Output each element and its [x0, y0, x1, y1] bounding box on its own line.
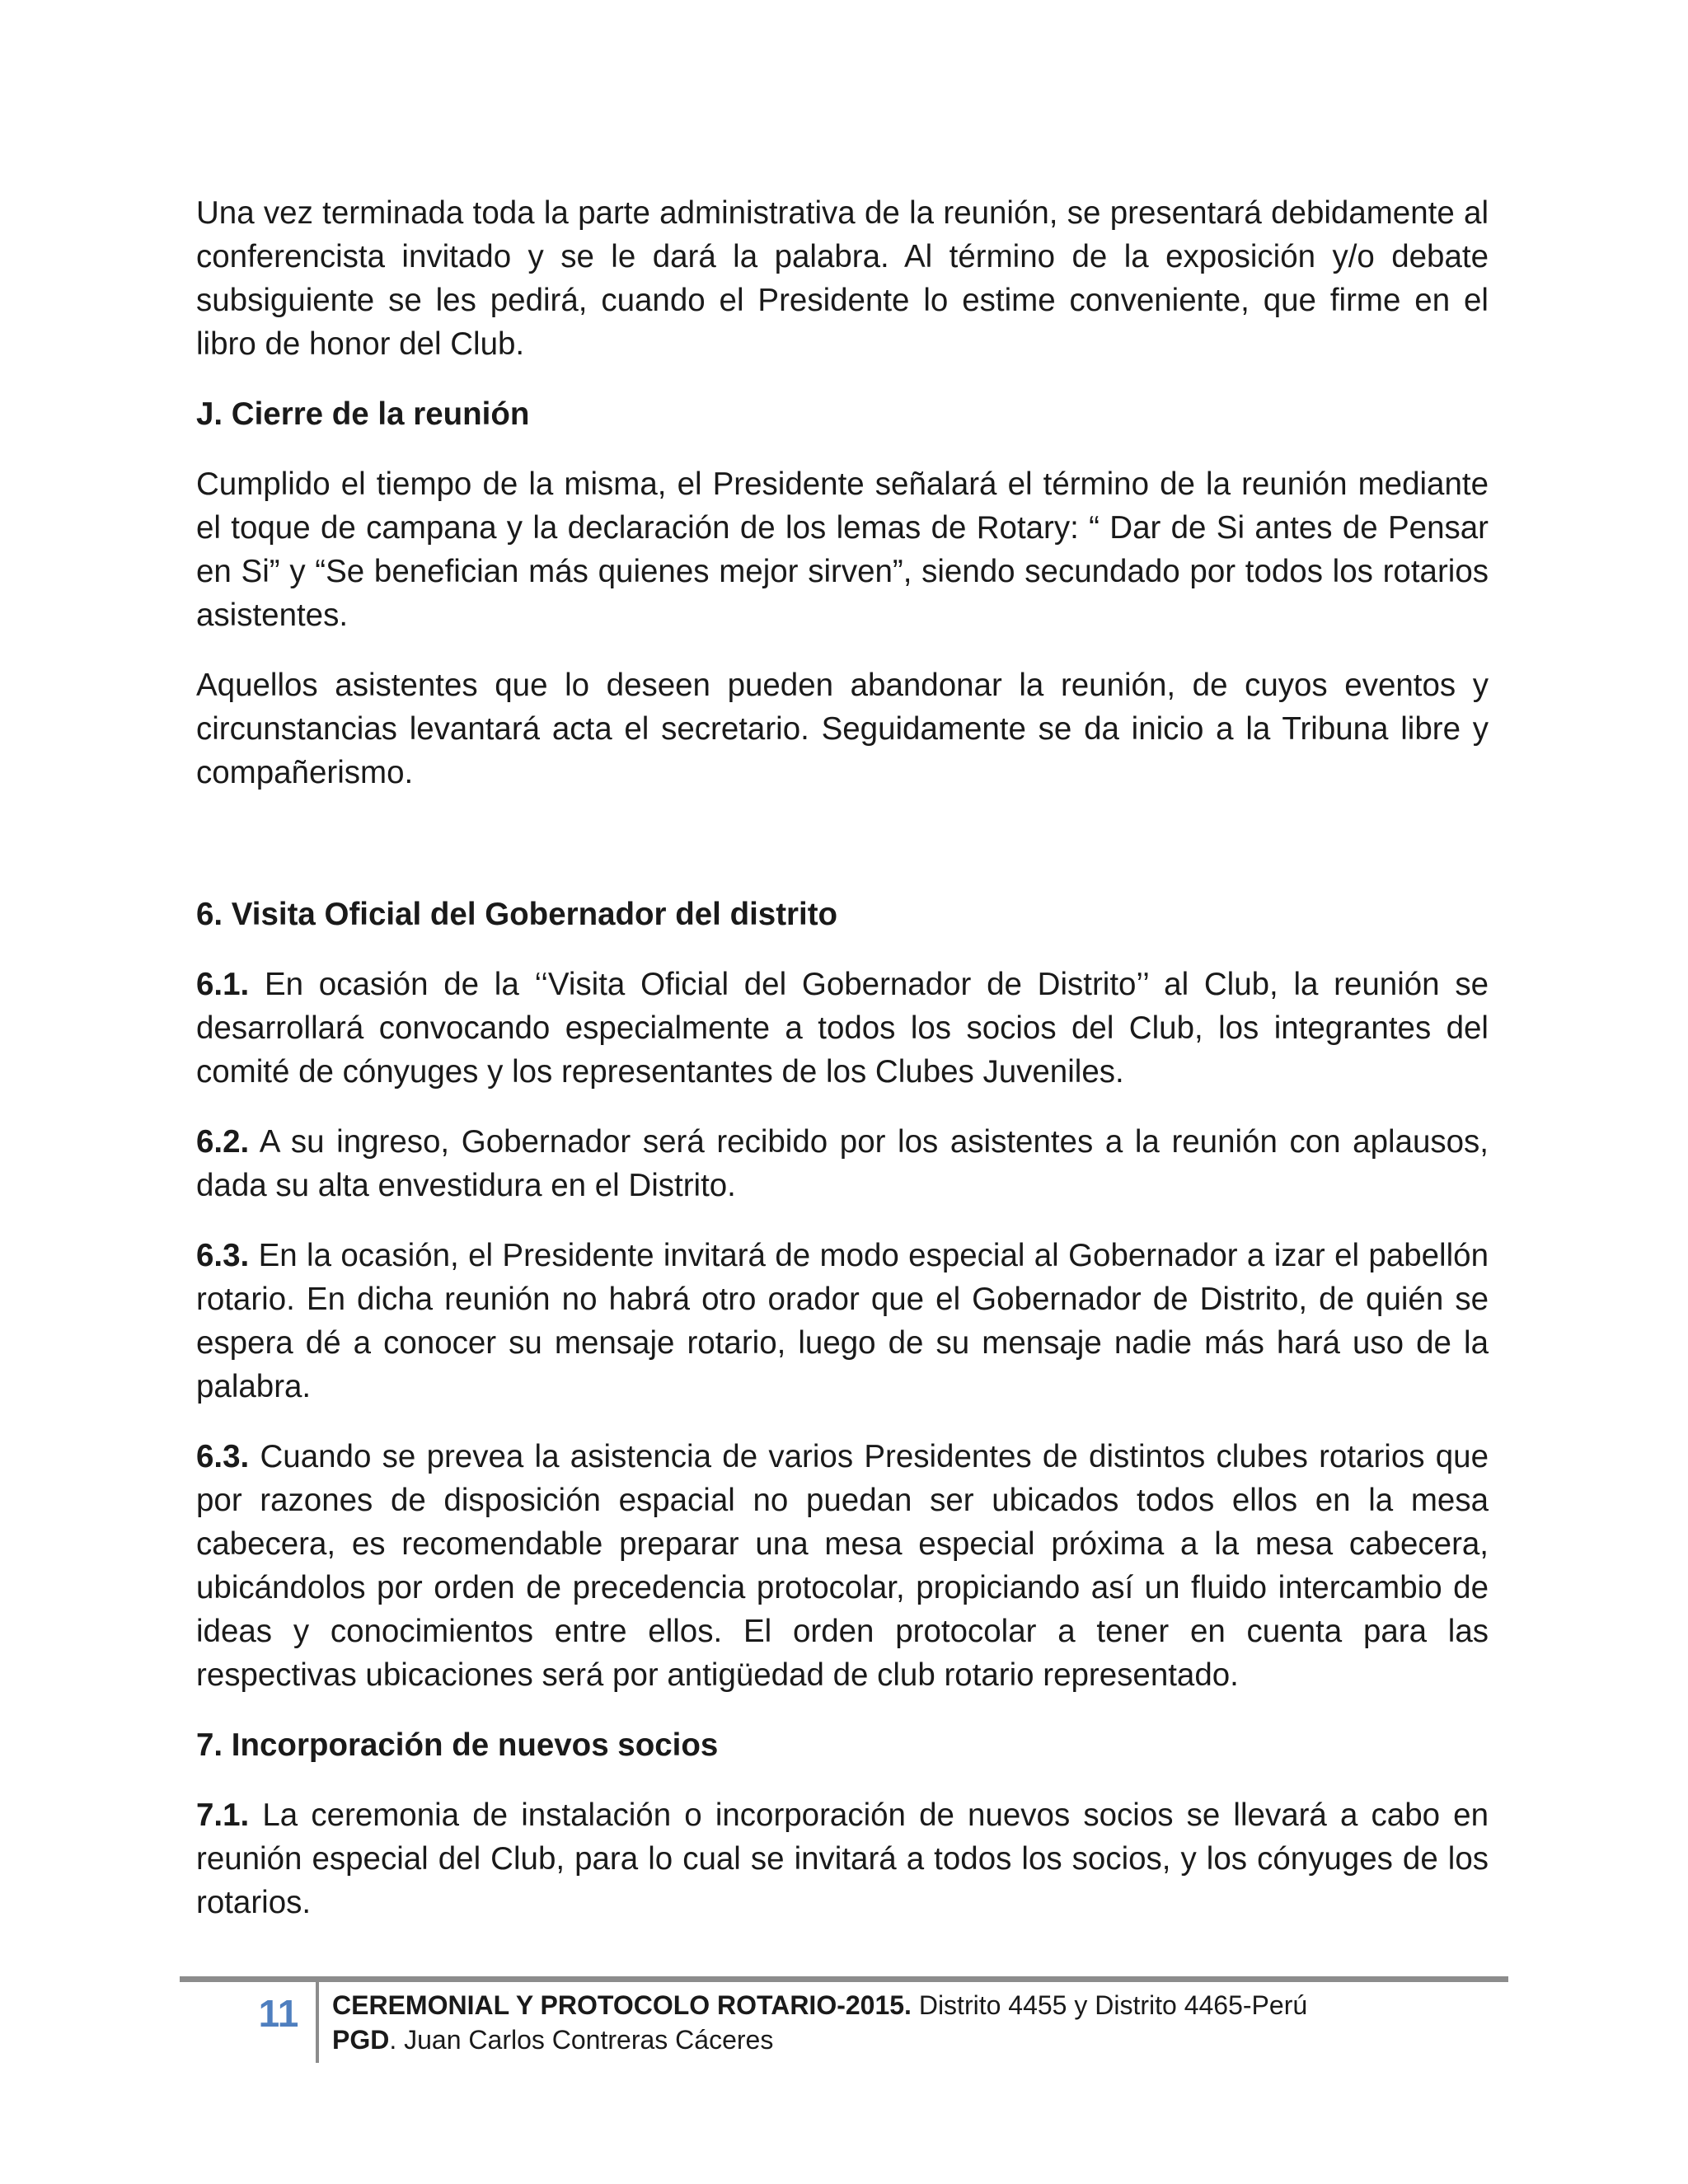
item-text: En la ocasión, el Presidente invitará de modo especial al Gobernador a izar el pabellón rotario. En dicha reunión no habrá otro orador que el Gobernador de Distrito, de quién se espera dé a conocer su mensaje rotario, luego de su mensaje nadie más hará uso de la palabra. [196, 1238, 1489, 1404]
section-6-heading: 6. Visita Oficial del Gobernador del distrito [196, 897, 838, 932]
item-number: 6.2. [196, 1124, 250, 1160]
footer-text [332, 1988, 1307, 2057]
section-7-item [196, 1793, 1489, 1924]
section-6-item [196, 963, 1489, 1094]
document-body [196, 191, 1489, 1951]
section-spacer [196, 821, 1489, 893]
item-text: A su ingreso, Gobernador será recibido por los asistentes a la reunión con aplausos, dada su alta envestidura en el Distrito. [196, 1124, 1489, 1203]
section-6-item [196, 1234, 1489, 1408]
section-6-item [196, 1120, 1489, 1207]
footer-vertical-divider [316, 1982, 319, 2063]
item-number: 7.1. [196, 1797, 250, 1833]
page-footer [180, 1976, 1508, 2067]
page-number: 11 [258, 1992, 299, 2035]
item-text: La ceremonia de instalación o incorporación de nuevos socios se llevará a cabo en reunión especial del Club, para lo cual se invitará a todos los socios, y los cónyuges de los rotarios. [196, 1797, 1489, 1920]
item-text: Cuando se prevea la asistencia de varios Presidentes de distintos clubes rotarios que por razones de disposición espacial no puedan ser ubicados todos ellos en la mesa cabecera, es recomendable preparar una mesa especial próxima a la mesa cabecera, ubicándolos por orden de precedencia protocolar, propiciando así un fluido intercambio de ideas y conocimientos entre ellos. El orden protocolar a tener en cuenta para las respectivas ubicaciones será por antigüedad de club rotario representado. [196, 1439, 1489, 1693]
footer-author-rest: . Juan Carlos Contreras Cáceres [389, 2025, 774, 2055]
intro-paragraph: Una vez terminada toda la parte administrativa de la reunión, se presentará debidamente al conferencista invitado y se le dará la palabra. Al término de la exposición y/o debate subsiguiente se les pedirá, cuando el Presidente lo estime conveniente, que firme en el libro de honor del Club. [196, 195, 1489, 362]
item-number: 6.3. [196, 1238, 250, 1273]
section-j-paragraph: Aquellos asistentes que lo deseen pueden abandonar la reunión, de cuyos eventos y circunstancias levantará acta el secretario. Seguidamente se da inicio a la Tribuna libre y compañerismo. [196, 668, 1489, 790]
footer-title-rest: Distrito 4455 y Distrito 4465-Perú [911, 1990, 1308, 2020]
item-number: 6.1. [196, 967, 250, 1002]
section-j-paragraph: Cumplido el tiempo de la misma, el Presidente señalará el término de la reunión mediante el toque de campana y la declaración de los lemas de Rotary: “ Dar de Si antes de Pensar en Si” y “Se benefician más quienes mejor sirven”, siendo secundado por todos los rotarios asistentes. [196, 466, 1489, 633]
item-number: 6.3. [196, 1439, 250, 1474]
footer-divider [180, 1976, 1508, 1982]
footer-title-line [332, 1988, 1307, 2022]
section-7-heading: 7. Incorporación de nuevos socios [196, 1727, 719, 1763]
section-6-item [196, 1435, 1489, 1697]
item-text: En ocasión de la ‘‘Visita Oficial del Gobernador de Distrito’’ al Club, la reunión se desarrollará convocando especialmente a todos los socios del Club, los integrantes del comité de cónyuges y los representantes de los Clubes Juveniles. [196, 967, 1489, 1090]
footer-title-bold: CEREMONIAL Y PROTOCOLO ROTARIO-2015. [332, 1990, 912, 2020]
footer-author-bold: PGD [332, 2025, 390, 2055]
footer-author-line [332, 2022, 1307, 2057]
section-j-heading: J. Cierre de la reunión [196, 396, 530, 432]
